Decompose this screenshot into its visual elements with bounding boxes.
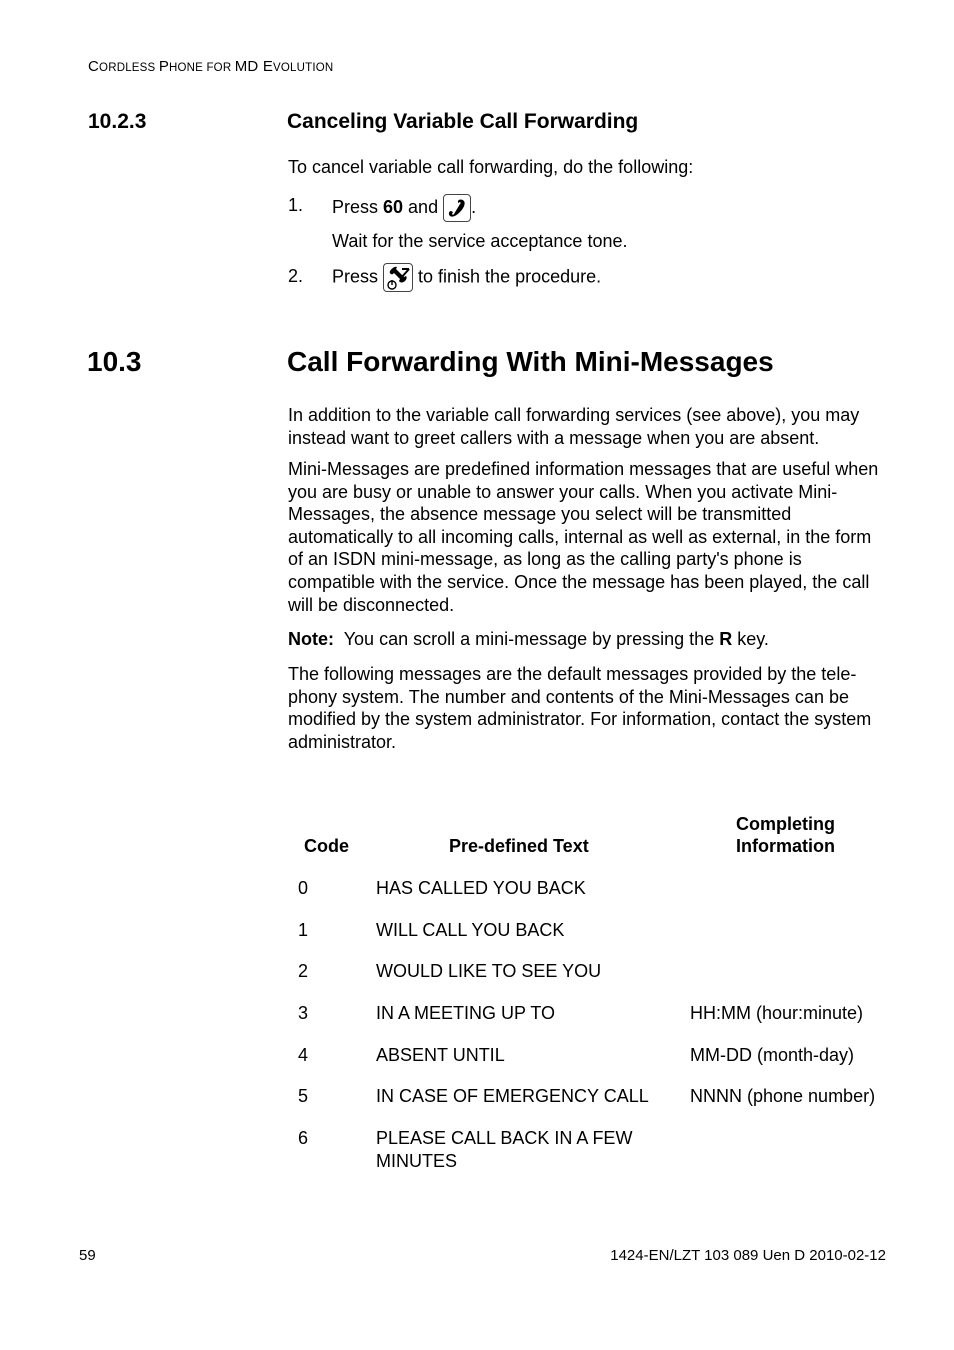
header-part: HONE FOR: [169, 62, 235, 74]
paragraph: In addition to the variable call forwarding services (see above), you may instead want to greet callers with a message when you are absent.: [288, 405, 860, 448]
phone-off-hook-key-icon: [443, 194, 471, 222]
column-header-info: Completing: [736, 814, 835, 834]
table-cell-text: PLEASE CALL BACK IN A FEW: [376, 1128, 633, 1148]
phone-on-hook-key-icon: [383, 263, 413, 292]
note-key: R: [719, 629, 733, 649]
intro-text: To cancel variable call forwarding, do the following:: [288, 157, 694, 177]
note: [288, 628, 903, 651]
header-part: C: [88, 58, 100, 75]
step-text-part: to finish the procedure.: [413, 266, 602, 287]
column-header-code: Code: [304, 836, 349, 856]
header-part: ORDLESS: [99, 62, 159, 74]
section-title: Call Forwarding With Mini-Messages: [287, 346, 774, 377]
table-cell-text: WOULD LIKE TO SEE YOU: [376, 961, 602, 981]
table-cell-text: ABSENT UNTIL: [376, 1045, 505, 1065]
table-cell-code: 0: [298, 878, 309, 898]
step-number: 1.: [288, 195, 304, 215]
table-cell-code: 1: [298, 920, 309, 940]
step-text-part: Press: [332, 196, 384, 217]
step-text-part: .: [471, 196, 477, 217]
table-cell-text: HAS CALLED YOU BACK: [376, 878, 586, 898]
table-cell-text: WILL CALL YOU BACK: [376, 920, 565, 940]
step-text: [332, 194, 476, 222]
paragraph: Mini-Messages are predefined information messages that are useful when you are busy or unable to answer your calls. When you activate Mini-Messages, the absence message you select will be transmitted automatically to all incoming calls, internal as well as external, in the form of an ISDN mini-message, as long as the calling party's phone is compatible with the service. Once the message has been played, the call will be disconnected.: [288, 459, 879, 615]
table-cell-code: 4: [298, 1045, 309, 1065]
header-part: MD E: [234, 58, 274, 75]
document-id: 1424-EN/LZT 103 089 Uen D 2010-02-12: [610, 1247, 886, 1264]
table-cell-code: 3: [298, 1003, 309, 1023]
header-part: P: [158, 58, 170, 75]
column-header-info: Information: [736, 836, 835, 856]
note-label: Note:: [288, 629, 334, 649]
step-note: Wait for the service acceptance tone.: [332, 231, 628, 251]
running-header: [88, 58, 333, 75]
header-part: VOLUTION: [273, 62, 334, 74]
note-text: key.: [732, 629, 769, 649]
table-cell-info: NNNN (phone number): [690, 1086, 876, 1106]
section-number: 10.3: [87, 346, 142, 377]
step-code: 60: [383, 196, 404, 217]
table-cell-info: MM-DD (month-day): [690, 1045, 855, 1065]
table-cell-text: MINUTES: [376, 1151, 457, 1171]
table-cell-text: IN CASE OF EMERGENCY CALL: [376, 1086, 649, 1106]
table-cell-code: 5: [298, 1086, 309, 1106]
step-text-part: and: [403, 196, 444, 217]
section-number: 10.2.3: [88, 110, 147, 133]
note-text: You can scroll a mini-message by pressing the: [343, 629, 720, 649]
table-cell-code: 2: [298, 961, 309, 981]
column-header-text: Pre-defined Text: [449, 836, 589, 856]
table-cell-text: IN A MEETING UP TO: [376, 1003, 556, 1023]
table-cell-info: HH:MM (hour:minute): [690, 1003, 864, 1023]
section-title: Canceling Variable Call Forwarding: [287, 110, 639, 133]
paragraph: The following messages are the default messages provided by the tele-phony system. The number and contents of the Mini-Messages can be modified by the system administrator. For information, contact the system administrator.: [288, 664, 872, 752]
step-text: [332, 263, 601, 292]
step-number: 2.: [288, 266, 304, 286]
table-cell-code: 6: [298, 1128, 309, 1148]
step-text-part: Press: [332, 266, 384, 287]
page-number: 59: [79, 1247, 96, 1264]
